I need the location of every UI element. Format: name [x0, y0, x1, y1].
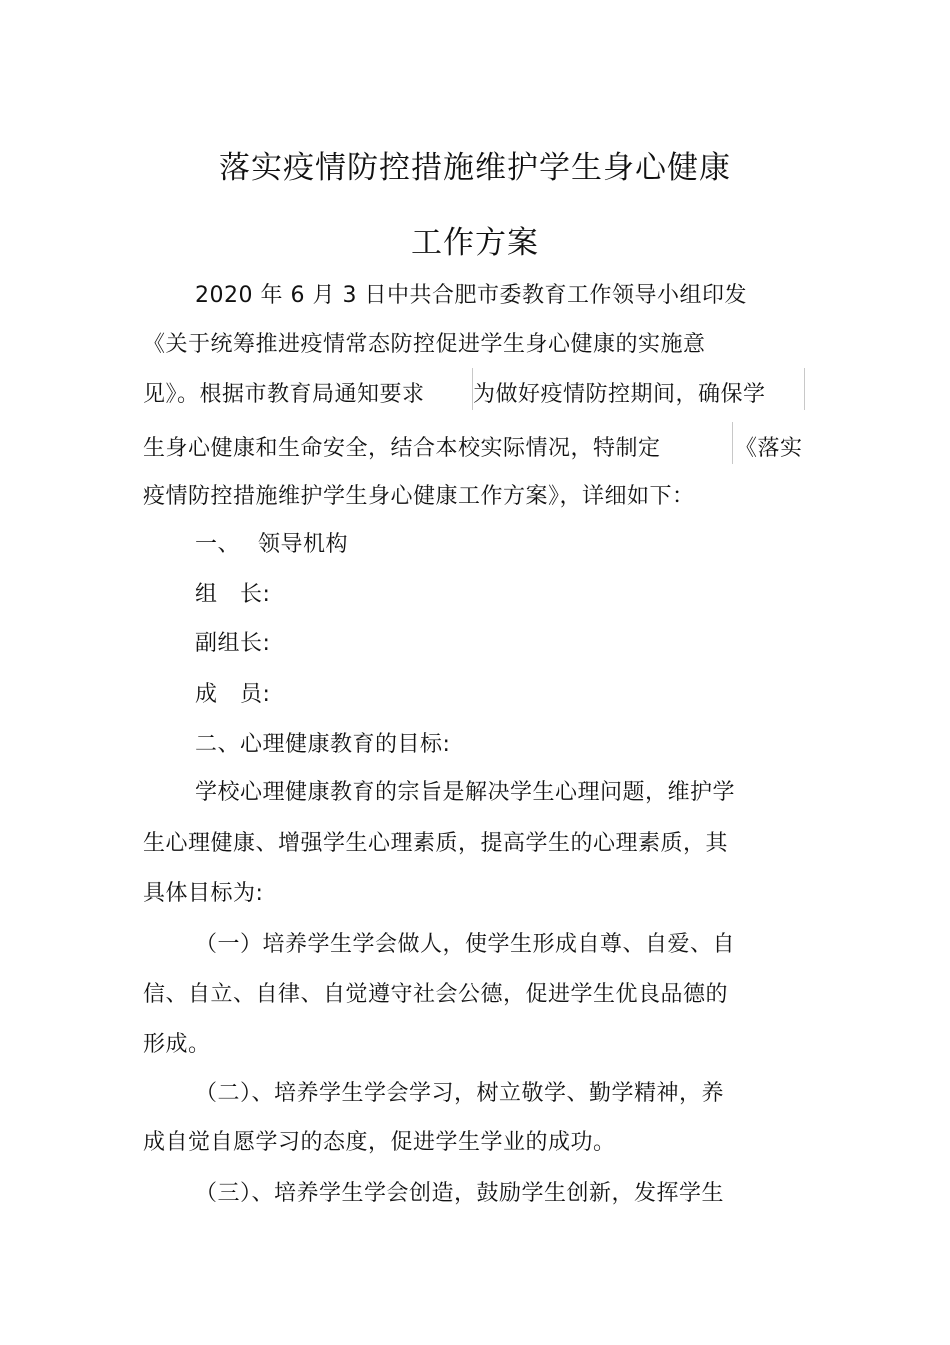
intro-line-3b: 为做好疫情防控期间，确保学	[473, 382, 766, 407]
intro-line-4b: 《落实	[735, 436, 803, 461]
column-divider	[804, 368, 805, 410]
item-1-line-1: （一）培养学生学会做人，使学生形成自尊、自爱、自	[195, 932, 736, 957]
intro-line-4a: 生身心健康和生命安全，结合本校实际情况，特制定	[143, 436, 661, 461]
column-divider	[732, 422, 733, 464]
section-1-heading: 领导机构	[258, 532, 349, 557]
intro-line-3a: 见》。根据市教育局通知要求	[143, 382, 425, 407]
intro-line-1: 2020 年 6 月 3 日中共合肥市委教育工作领导小组印发	[195, 283, 747, 308]
section-2-heading: 二、心理健康教育的目标:	[195, 732, 451, 757]
item-1-line-2: 信、自立、自律、自觉遵守社会公德，促进学生优良品德的	[143, 982, 729, 1007]
item-3-line-1: （三）、培养学生学会创造，鼓励学生创新，发挥学生	[195, 1181, 725, 1206]
item-1-line-3: 形成。	[143, 1032, 211, 1057]
document-title-line-1: 落实疫情防控措施维护学生身心健康	[219, 150, 731, 186]
section-2-para-line-1: 学校心理健康教育的宗旨是解决学生心理问题，维护学	[195, 780, 736, 805]
intro-line-5: 疫情防控措施维护学生身心健康工作方案》，详细如下：	[143, 484, 695, 509]
intro-line-2: 《关于统筹推进疫情常态防控促进学生身心健康的实施意	[143, 332, 706, 357]
deputy-leader-label: 副组长:	[195, 631, 271, 656]
members-label: 成 员:	[195, 682, 271, 707]
section-2-para-line-3: 具体目标为:	[143, 881, 264, 906]
section-1-number: 一、	[195, 532, 241, 557]
item-2-line-1: （二）、培养学生学会学习，树立敬学、勤学精神，养	[195, 1081, 725, 1106]
item-2-line-2: 成自觉自愿学习的态度，促进学生学业的成功。	[143, 1130, 616, 1155]
document-title-line-2: 工作方案	[411, 225, 539, 261]
section-2-para-line-2: 生心理健康、增强学生心理素质，提高学生的心理素质，其	[143, 831, 729, 856]
leader-label: 组 长:	[195, 582, 271, 607]
